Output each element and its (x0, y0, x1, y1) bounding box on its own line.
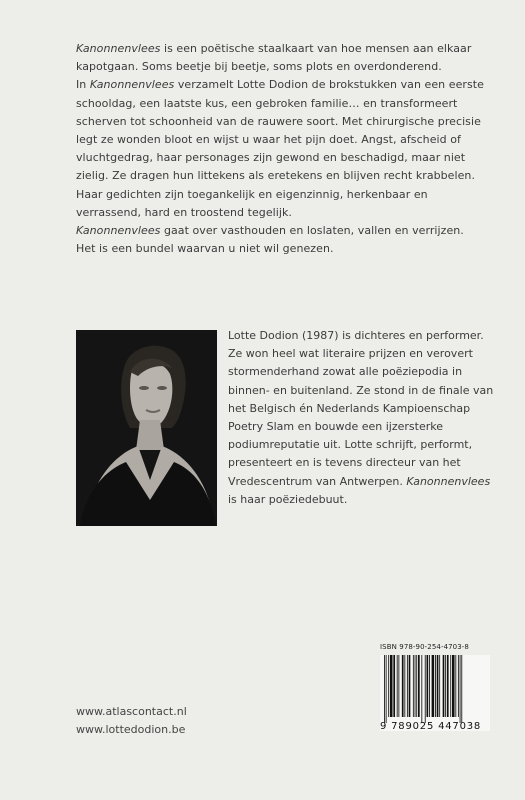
barcode-bar (447, 655, 449, 717)
barcode-bar (455, 655, 456, 717)
author-bio (228, 327, 498, 509)
barcode-bar (443, 655, 445, 717)
barcode-bar (421, 655, 422, 723)
blurb-text-3: gaat over vasthouden en loslaten, vallen en verrijzen. Het is een bundel waarvan u niet wil genezen. (76, 224, 464, 256)
barcode-bar (437, 655, 439, 717)
bio-text-end: is haar poëziedebuut. (228, 492, 348, 506)
book-title: Kanonnenvlees (406, 474, 491, 488)
barcode-bar (435, 655, 436, 717)
author-website[interactable]: www.lottedodion.be (76, 723, 186, 736)
barcode-bar (393, 655, 395, 717)
barcode-bar (386, 655, 387, 723)
barcode-bar (452, 655, 455, 717)
barcode-bar (439, 655, 440, 717)
blurb-paragraph-3 (76, 222, 486, 258)
barcode-bar (398, 655, 399, 717)
barcode-bar (461, 655, 462, 723)
barcode-bar (404, 655, 405, 717)
barcode-bar (413, 655, 414, 717)
publisher-website[interactable]: www.atlascontact.nl (76, 705, 187, 718)
author-portrait-illustration (76, 330, 217, 526)
barcode-bar (460, 655, 461, 723)
barcode-bar (429, 655, 430, 717)
barcode (380, 655, 490, 731)
barcode-bar (384, 655, 385, 723)
bio-text: Lotte Dodion (1987) is dichteres en performer. Ze won heel wat literaire prijzen en verovert stormenderhand zowat alle poëziepodia in binnen- en buitenland. Ze stond in de finale van het Belgisch én Nederlands Kampioenschap Poetry Slam en bouwde een ijzersterke podiumreputatie uit. Lotte schrijft, performt, presenteert en is tevens directeur van het Vredescentrum van Antwerpen. (228, 329, 494, 488)
barcode-bar (407, 655, 408, 717)
barcode-bar (397, 655, 398, 717)
barcode-bar (432, 655, 435, 717)
blurb-paragraph-1 (76, 40, 486, 76)
barcode-bar (445, 655, 446, 717)
barcode-bar (416, 655, 417, 717)
barcode-bar (409, 655, 411, 717)
website-links (76, 703, 187, 739)
blurb-paragraph-2 (76, 76, 486, 222)
author-photo (76, 330, 217, 526)
barcode-digits: 9 789025 447038 (380, 721, 482, 732)
barcode-bar (450, 655, 451, 717)
blurb-text-2b: verzamelt Lotte Dodion de brokstukken van een eerste schooldag, een laatste kus, een gebroken familie… en transformeert scherven tot schoonheid van de rauwere soort. Met chirurgische precisie legt ze wonden bloot en wijst u waar het pijn doet. Angst, afscheid of vluchtgedrag, haar personages zijn gewond en beschadigd, maar niet zielig. Ze dragen hun littekens als eretekens en blijven recht krabbelen. Haar gedichten zijn toegankelijk en eigenzinnig, herkenbaar en verrassend, hard en troostend tegelijk. (76, 78, 484, 219)
barcode-bar (402, 655, 404, 717)
isbn-text: ISBN 978-90-254-4703-8 (380, 643, 469, 651)
blurb-text-1: is een poëtische staalkaart van hoe mensen aan elkaar kapotgaan. Soms beetje bij beetje, soms plots en overdonderend. (76, 42, 472, 74)
barcode-bar (415, 655, 416, 717)
barcode-bar (388, 655, 389, 717)
book-title: Kanonnenvlees (89, 78, 175, 92)
book-title: Kanonnenvlees (76, 42, 161, 55)
blurb-text-2a: In (76, 78, 90, 92)
barcode-bar (390, 655, 393, 717)
barcode-block (380, 643, 490, 743)
barcode-bar (458, 655, 459, 717)
barcode-bar (418, 655, 420, 717)
book-title: Kanonnenvlees (76, 224, 161, 238)
blurb-text (76, 40, 486, 258)
barcode-bar (427, 655, 429, 717)
barcode-bar (425, 655, 426, 723)
